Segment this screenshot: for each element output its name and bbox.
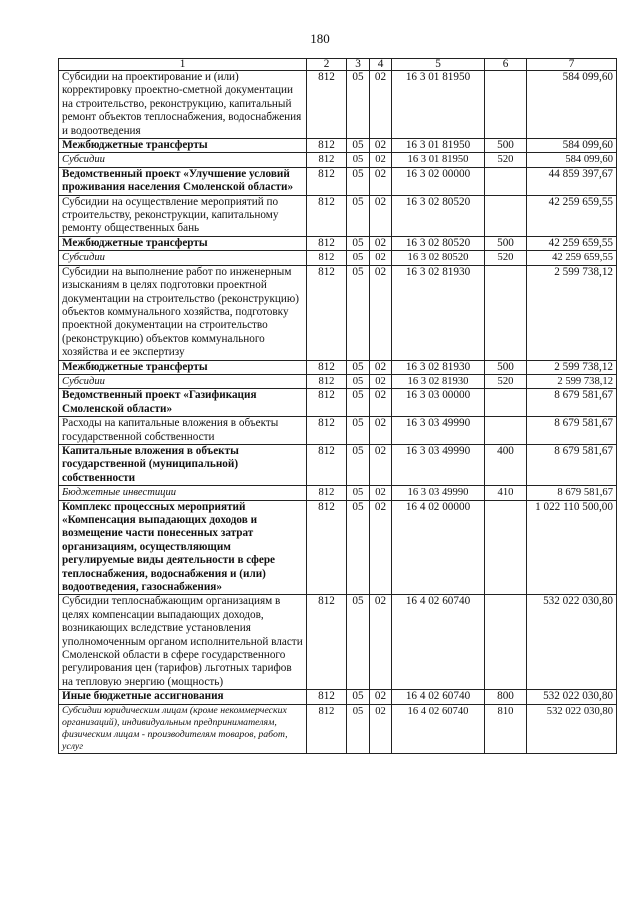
row-rz-cell: 05: [347, 417, 370, 445]
row-sum-cell: 8 679 581,67: [527, 389, 617, 417]
row-rz-cell: 05: [347, 71, 370, 139]
row-rz-cell: 05: [347, 444, 370, 485]
row-name-cell: Комплекс процессных мероприятий «Компенсация выпадающих доходов и возмещение части понесенных затрат организациям, осуществляющим регулируемые виды деятельности в сфере теплоснабжения, водоснабжения и (или) водоотведения, газоснабжения»: [59, 500, 307, 595]
row-rz-cell: 05: [347, 236, 370, 250]
row-pr-cell: 02: [370, 417, 392, 445]
row-sum-cell: 2 599 738,12: [527, 360, 617, 374]
table-row: [59, 251, 617, 265]
row-vr-cell: 520: [485, 251, 527, 265]
row-csr-cell: 16 3 03 49990: [392, 486, 485, 500]
row-name-cell: Субсидии на проектирование и (или) корректировку проектно-сметной документации на строительство, реконструкцию, капитальный ремонт объектов теплоснабжения, водоснабжения и водоотведения: [59, 71, 307, 139]
row-ved-cell: 812: [307, 389, 347, 417]
row-name-cell: Субсидии теплоснабжающим организациям в целях компенсации выпадающих доходов, возникающих вследствие установления уполномоченным органом исполнительной власти Смоленской области в сфере государственного регулирования цен (тарифов) льготных тарифов на тепловую энергию (мощность): [59, 595, 307, 690]
table-row: [59, 486, 617, 500]
row-ved-cell: 812: [307, 265, 347, 360]
row-csr-cell: 16 3 02 81930: [392, 360, 485, 374]
row-ved-cell: 812: [307, 167, 347, 195]
row-sum-cell: 532 022 030,80: [527, 704, 617, 753]
row-name-cell: Субсидии на выполнение работ по инженерным изысканиям в целях подготовки проектной документации на строительство (реконструкцию) объектов коммунального хозяйства, подготовку проектной документации на строительство (реконструкцию) объектов коммунального хозяйства и ее экспертизу: [59, 265, 307, 360]
row-sum-cell: 1 022 110 500,00: [527, 500, 617, 595]
row-csr-cell: 16 3 01 81950: [392, 71, 485, 139]
row-ved-cell: 812: [307, 139, 347, 153]
row-ved-cell: 812: [307, 690, 347, 704]
row-sum-cell: 584 099,60: [527, 139, 617, 153]
row-sum-cell: 8 679 581,67: [527, 444, 617, 485]
table-row: [59, 704, 617, 753]
row-ved-cell: 812: [307, 195, 347, 236]
table-row: [59, 71, 617, 139]
row-csr-cell: 16 3 02 80520: [392, 251, 485, 265]
header-cell: 1: [59, 59, 307, 71]
row-pr-cell: 02: [370, 153, 392, 167]
row-csr-cell: 16 3 03 49990: [392, 444, 485, 485]
row-pr-cell: 02: [370, 486, 392, 500]
row-rz-cell: 05: [347, 500, 370, 595]
row-vr-cell: [485, 389, 527, 417]
row-rz-cell: 05: [347, 690, 370, 704]
row-name-cell: Субсидии юридическим лицам (кроме некоммерческих организаций), индивидуальным предпринимателям, физическим лицам - производителям товаров, работ, услуг: [59, 704, 307, 753]
row-pr-cell: 02: [370, 500, 392, 595]
row-pr-cell: 02: [370, 71, 392, 139]
row-pr-cell: 02: [370, 167, 392, 195]
row-pr-cell: 02: [370, 444, 392, 485]
row-rz-cell: 05: [347, 139, 370, 153]
table-header-row: [59, 59, 617, 71]
row-csr-cell: 16 3 03 49990: [392, 417, 485, 445]
row-ved-cell: 812: [307, 417, 347, 445]
table-row: [59, 153, 617, 167]
row-rz-cell: 05: [347, 167, 370, 195]
row-vr-cell: 810: [485, 704, 527, 753]
row-name-cell: Иные бюджетные ассигнования: [59, 690, 307, 704]
row-pr-cell: 02: [370, 360, 392, 374]
table-row: [59, 444, 617, 485]
row-ved-cell: 812: [307, 444, 347, 485]
row-rz-cell: 05: [347, 251, 370, 265]
row-ved-cell: 812: [307, 153, 347, 167]
row-pr-cell: 02: [370, 374, 392, 388]
table-row: [59, 167, 617, 195]
row-name-cell: Ведомственный проект «Улучшение условий проживания населения Смоленской области»: [59, 167, 307, 195]
row-pr-cell: 02: [370, 236, 392, 250]
row-sum-cell: 584 099,60: [527, 71, 617, 139]
row-ved-cell: 812: [307, 236, 347, 250]
row-sum-cell: 8 679 581,67: [527, 486, 617, 500]
table-row: [59, 417, 617, 445]
row-rz-cell: 05: [347, 153, 370, 167]
row-csr-cell: 16 4 02 60740: [392, 595, 485, 690]
row-vr-cell: [485, 167, 527, 195]
row-pr-cell: 02: [370, 704, 392, 753]
row-sum-cell: 532 022 030,80: [527, 595, 617, 690]
table-row: [59, 595, 617, 690]
row-vr-cell: [485, 595, 527, 690]
row-vr-cell: [485, 71, 527, 139]
row-vr-cell: [485, 417, 527, 445]
table-row: [59, 360, 617, 374]
row-pr-cell: 02: [370, 389, 392, 417]
row-sum-cell: 8 679 581,67: [527, 417, 617, 445]
row-csr-cell: 16 3 02 80520: [392, 236, 485, 250]
row-rz-cell: 05: [347, 265, 370, 360]
header-cell: 3: [347, 59, 370, 71]
table-row: [59, 690, 617, 704]
row-sum-cell: 532 022 030,80: [527, 690, 617, 704]
row-csr-cell: 16 3 02 80520: [392, 195, 485, 236]
header-cell: 6: [485, 59, 527, 71]
row-vr-cell: 520: [485, 153, 527, 167]
row-vr-cell: [485, 500, 527, 595]
header-cell: 4: [370, 59, 392, 71]
row-vr-cell: 500: [485, 236, 527, 250]
row-sum-cell: 44 859 397,67: [527, 167, 617, 195]
row-name-cell: Субсидии: [59, 153, 307, 167]
row-vr-cell: 500: [485, 360, 527, 374]
row-csr-cell: 16 3 02 81930: [392, 374, 485, 388]
row-rz-cell: 05: [347, 195, 370, 236]
row-name-cell: Субсидии на осуществление мероприятий по строительству, реконструкции, капитальному ремонту общественных бань: [59, 195, 307, 236]
row-rz-cell: 05: [347, 486, 370, 500]
row-csr-cell: 16 4 02 60740: [392, 704, 485, 753]
row-rz-cell: 05: [347, 360, 370, 374]
row-name-cell: Ведомственный проект «Газификация Смоленской области»: [59, 389, 307, 417]
row-pr-cell: 02: [370, 595, 392, 690]
row-vr-cell: [485, 265, 527, 360]
row-csr-cell: 16 3 01 81950: [392, 153, 485, 167]
table-row: [59, 236, 617, 250]
row-rz-cell: 05: [347, 595, 370, 690]
row-vr-cell: 400: [485, 444, 527, 485]
page-number: 180: [310, 31, 330, 46]
row-vr-cell: 800: [485, 690, 527, 704]
row-sum-cell: 2 599 738,12: [527, 374, 617, 388]
row-name-cell: Бюджетные инвестиции: [59, 486, 307, 500]
table-row: [59, 374, 617, 388]
row-name-cell: Межбюджетные трансферты: [59, 139, 307, 153]
header-cell: 2: [307, 59, 347, 71]
table-row: [59, 195, 617, 236]
row-sum-cell: 42 259 659,55: [527, 251, 617, 265]
row-csr-cell: 16 3 02 00000: [392, 167, 485, 195]
row-sum-cell: 584 099,60: [527, 153, 617, 167]
row-ved-cell: 812: [307, 704, 347, 753]
row-vr-cell: [485, 195, 527, 236]
row-name-cell: Межбюджетные трансферты: [59, 360, 307, 374]
row-sum-cell: 2 599 738,12: [527, 265, 617, 360]
row-pr-cell: 02: [370, 251, 392, 265]
row-ved-cell: 812: [307, 360, 347, 374]
header-cell: 7: [527, 59, 617, 71]
row-sum-cell: 42 259 659,55: [527, 236, 617, 250]
row-ved-cell: 812: [307, 595, 347, 690]
row-ved-cell: 812: [307, 71, 347, 139]
row-sum-cell: 42 259 659,55: [527, 195, 617, 236]
table-row: [59, 265, 617, 360]
row-vr-cell: 410: [485, 486, 527, 500]
table-row: [59, 139, 617, 153]
row-ved-cell: 812: [307, 486, 347, 500]
row-pr-cell: 02: [370, 265, 392, 360]
row-vr-cell: 500: [485, 139, 527, 153]
row-csr-cell: 16 4 02 00000: [392, 500, 485, 595]
row-name-cell: Расходы на капитальные вложения в объекты государственной собственности: [59, 417, 307, 445]
row-pr-cell: 02: [370, 139, 392, 153]
table-row: [59, 500, 617, 595]
row-csr-cell: 16 3 03 00000: [392, 389, 485, 417]
row-name-cell: Субсидии: [59, 251, 307, 265]
row-csr-cell: 16 4 02 60740: [392, 690, 485, 704]
row-rz-cell: 05: [347, 389, 370, 417]
row-name-cell: Субсидии: [59, 374, 307, 388]
row-name-cell: Межбюджетные трансферты: [59, 236, 307, 250]
budget-table: [58, 58, 617, 754]
row-pr-cell: 02: [370, 690, 392, 704]
table-row: [59, 389, 617, 417]
row-ved-cell: 812: [307, 500, 347, 595]
row-rz-cell: 05: [347, 704, 370, 753]
row-name-cell: Капитальные вложения в объекты государственной (муниципальной) собственности: [59, 444, 307, 485]
header-cell: 5: [392, 59, 485, 71]
row-ved-cell: 812: [307, 374, 347, 388]
row-pr-cell: 02: [370, 195, 392, 236]
row-csr-cell: 16 3 01 81950: [392, 139, 485, 153]
row-ved-cell: 812: [307, 251, 347, 265]
row-csr-cell: 16 3 02 81930: [392, 265, 485, 360]
row-rz-cell: 05: [347, 374, 370, 388]
row-vr-cell: 520: [485, 374, 527, 388]
